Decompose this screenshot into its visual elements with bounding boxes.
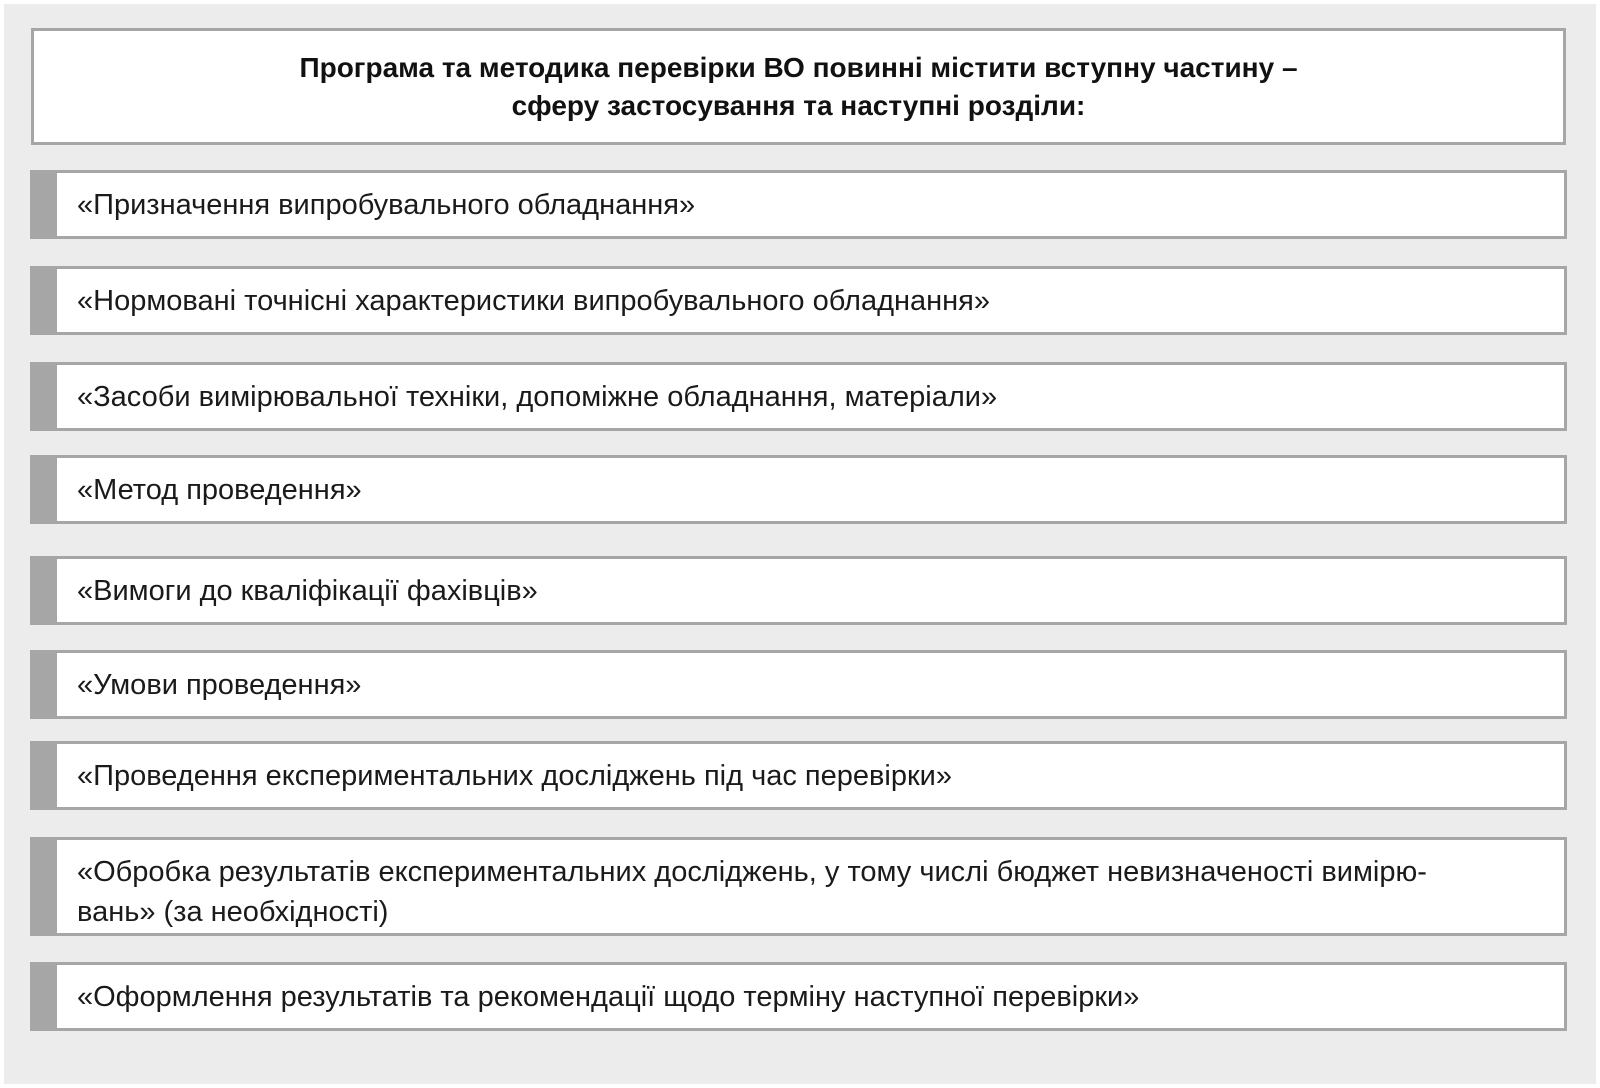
section-text: «Вимоги до кваліфікації фахівців» xyxy=(77,575,538,607)
section-item xyxy=(30,741,1567,810)
section-marker xyxy=(30,837,57,936)
section-text: «Проведення експериментальних досліджень під час перевірки» xyxy=(77,760,952,792)
section-item xyxy=(30,362,1567,431)
section-text: «Засоби вимірювальної техніки, допоміжне обладнання, матеріали» xyxy=(77,381,998,413)
section-item xyxy=(30,556,1567,625)
section-item xyxy=(30,170,1567,239)
section-box xyxy=(57,455,1567,524)
section-item xyxy=(30,962,1567,1031)
section-item xyxy=(30,455,1567,524)
section-text-continued: вань» (за необхідності) xyxy=(77,896,389,928)
section-marker xyxy=(30,962,57,1031)
section-box xyxy=(57,650,1567,719)
section-marker xyxy=(30,362,57,431)
section-box xyxy=(57,362,1567,431)
section-text: «Нормовані точнісні характеристики випробувального обладнання» xyxy=(77,285,991,317)
section-box xyxy=(57,962,1567,1031)
section-item xyxy=(30,266,1567,335)
section-marker xyxy=(30,266,57,335)
section-box xyxy=(57,266,1567,335)
section-marker xyxy=(30,170,57,239)
section-box xyxy=(57,556,1567,625)
section-item xyxy=(30,650,1567,719)
section-marker xyxy=(30,556,57,625)
section-text: «Оформлення результатів та рекомендації щодо терміну наступної перевірки» xyxy=(77,981,1140,1013)
section-text: «Призначення випробувального обладнання» xyxy=(77,189,696,221)
header-line-2: сферу застосування та наступні розділи: xyxy=(511,89,1086,121)
section-box xyxy=(57,741,1567,810)
section-box xyxy=(57,170,1567,239)
section-text: «Метод проведення» xyxy=(77,474,362,506)
header-line-1: Програма та методика перевірки ВО повинні містити вступну частину – xyxy=(299,51,1298,83)
section-text: «Умови проведення» xyxy=(77,669,362,701)
section-text: «Обробка результатів експериментальних досліджень, у тому числі бюджет невизначеності вимірю- xyxy=(77,856,1427,888)
section-marker xyxy=(30,741,57,810)
section-box xyxy=(57,837,1567,936)
section-item xyxy=(30,837,1567,936)
header-box xyxy=(31,28,1566,145)
section-marker xyxy=(30,650,57,719)
section-marker xyxy=(30,455,57,524)
